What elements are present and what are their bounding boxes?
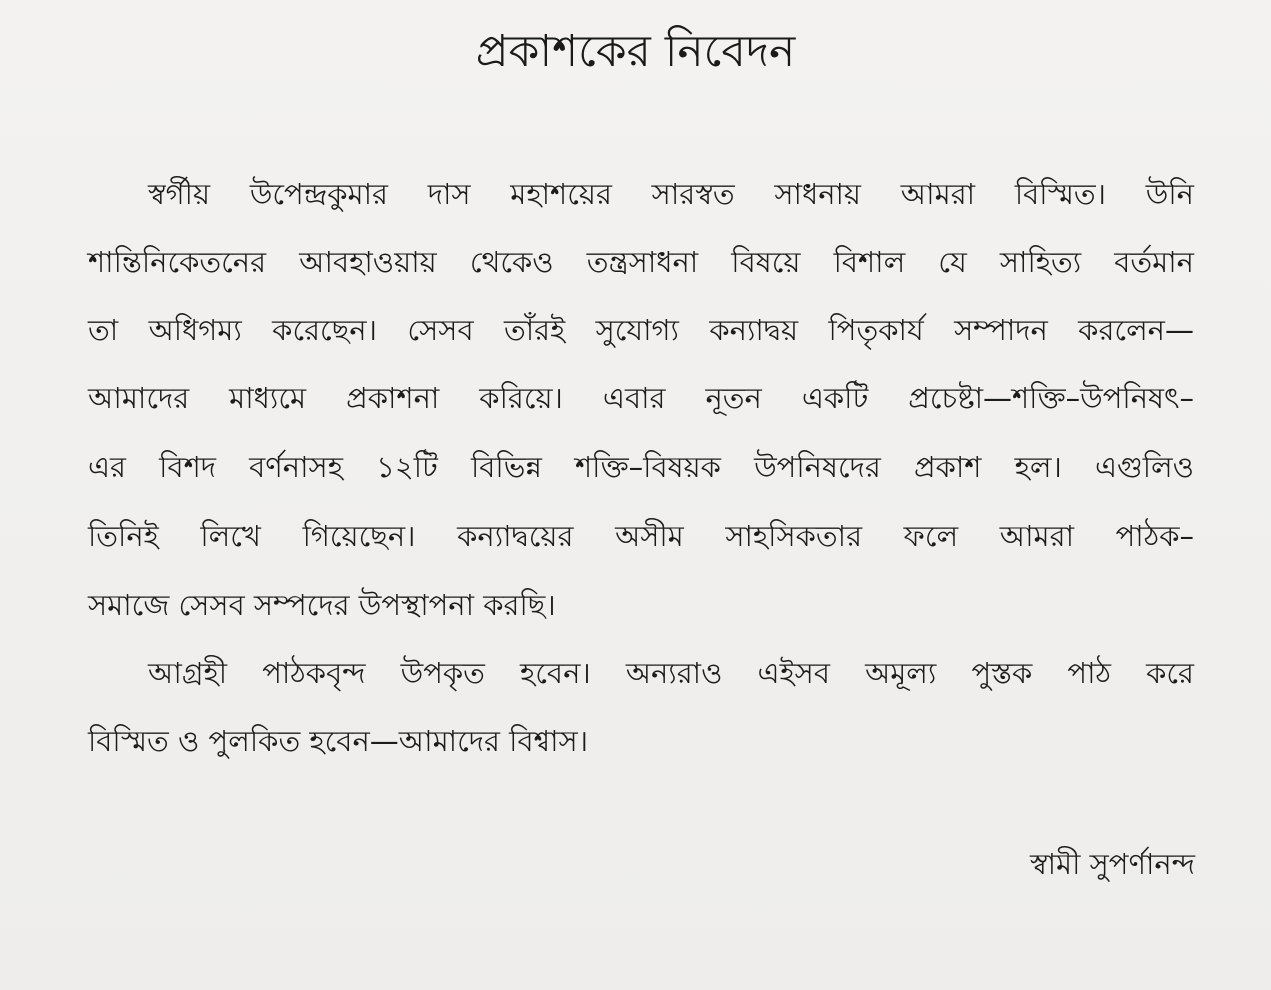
paragraph-1-line-6: তিনিই লিখে গিয়েছেন। কন্যাদ্বয়ের অসীম সাহসিকতার ফলে আমরা পাঠক– [88,519,1194,553]
paragraph-2-line-1: আগ্রহী পাঠকবৃন্দ উপকৃত হবেন। অন্যরাও এইসব অমূল্য পুস্তক পাঠ করে [148,656,1194,690]
paragraph-1-line-2: শান্তিনিকেতনের আবহাওয়ায় থেকেও তন্ত্রসাধনা বিষয়ে বিশাল যে সাহিত্য বর্তমান [88,245,1194,279]
paragraph-1-line-1: স্বর্গীয় উপেন্দ্রকুমার দাস মহাশয়ের সারস্বত সাধনায় আমরা বিস্মিত। উনি [148,177,1194,211]
paragraph-1-line-3: তা অধিগম্য করেছেন। সেসব তাঁরই সুযোগ্য কন্যাদ্বয় পিতৃকার্য সম্পাদন করলেন— [88,313,1194,347]
paragraph-2-line-2: বিস্মিত ও পুলকিত হবেন—আমাদের বিশ্বাস। [88,724,589,758]
paragraph-1-line-7: সমাজে সেসব সম্পদের উপস্থাপনা করছি। [88,588,556,622]
page-title: প্রকাশকের নিবেদন [475,26,796,77]
paragraph-1-line-4: আমাদের মাধ্যমে প্রকাশনা করিয়ে। এবার নূতন একটি প্রচেষ্টা—শক্তি–উপনিষৎ– [88,381,1194,415]
signature: স্বামী সুপর্ণানন্দ [1029,847,1195,881]
paragraph-1-line-5: এর বিশদ বর্ণনাসহ ১২টি বিভিন্ন শক্তি–বিষয়ক উপনিষদের প্রকাশ হল। এগুলিও [88,450,1194,484]
